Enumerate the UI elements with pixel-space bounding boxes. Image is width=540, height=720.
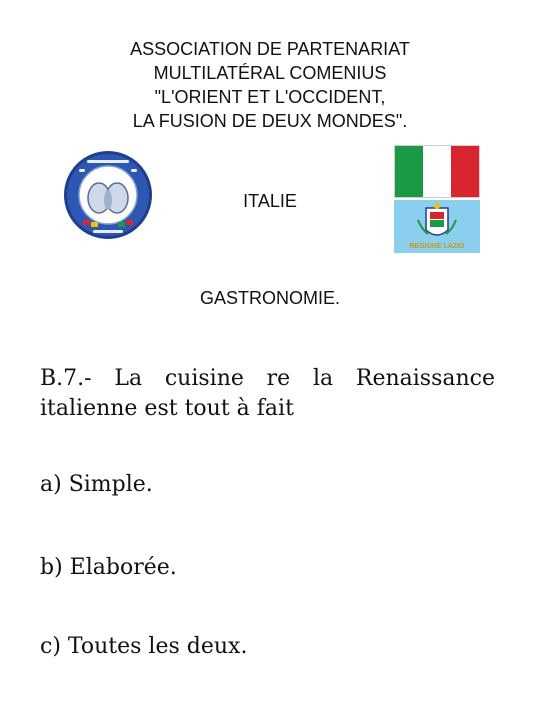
- title-line: "L'ORIENT ET L'OCCIDENT,: [154, 87, 386, 107]
- answer-option-c: c) Toutes les deux.: [40, 634, 248, 659]
- quiz-question: B.7.- La cuisine re la Renaissance italienne est tout à fait: [40, 366, 495, 421]
- region-label: REGIONE LAZIO: [409, 243, 465, 250]
- title-line: LA FUSION DE DEUX MONDES".: [132, 111, 408, 131]
- country-label: ITALIE: [243, 191, 297, 211]
- document-title: [0, 37, 540, 133]
- title-line: MULTILATÉRAL COMENIUS: [153, 63, 387, 83]
- title-line: ASSOCIATION DE PARTENARIAT: [130, 39, 410, 59]
- section-heading: GASTRONOMIE.: [199, 288, 340, 308]
- answer-option-b: b) Elaborée.: [40, 555, 177, 580]
- answer-option-a: a) Simple.: [40, 472, 153, 497]
